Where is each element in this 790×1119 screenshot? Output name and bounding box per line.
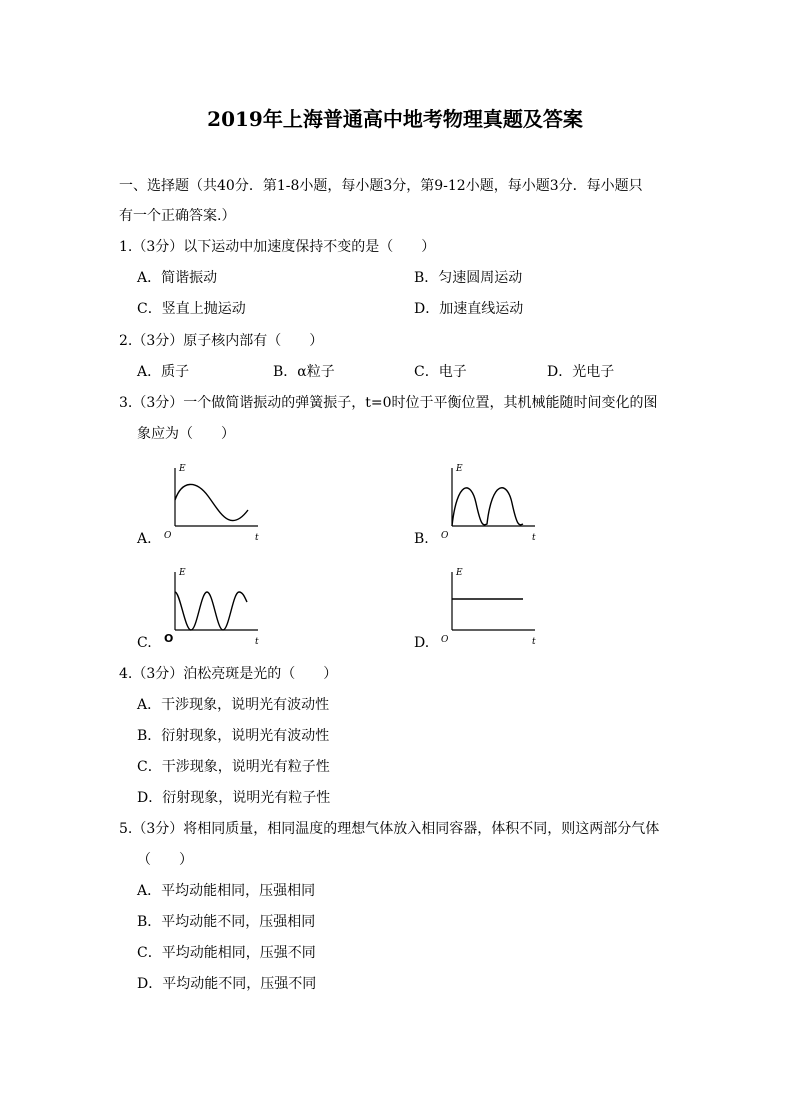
origin-label: O bbox=[164, 632, 174, 645]
origin-label: O bbox=[441, 531, 449, 541]
q1-option-b: B．匀速圆周运动 bbox=[414, 270, 523, 286]
section-header-line1: 一、选择题（共40分．第1-8小题，每小题3分，第9-12小题，每小题3分．每小题只 bbox=[119, 178, 643, 194]
q5-stem-line1: 5.（3分）将相同质量，相同温度的理想气体放入相同容器，体积不同，则这两部分气体 bbox=[119, 821, 660, 837]
q5-option-c: C．平均动能相同，压强不同 bbox=[137, 945, 316, 961]
section-header-line2: 有一个正确答案.） bbox=[119, 208, 236, 224]
q3-option-d-label: D. bbox=[414, 635, 430, 651]
q3-option-c-label: C. bbox=[137, 635, 152, 651]
axis-y-label: E bbox=[456, 464, 463, 474]
q3-graph-c bbox=[160, 562, 270, 648]
q5-option-b: B．平均动能不同，压强相同 bbox=[137, 914, 316, 930]
q3-graph-a bbox=[160, 458, 270, 544]
q4-option-b: B．衍射现象，说明光有波动性 bbox=[137, 728, 330, 744]
axis-x-label: t bbox=[532, 637, 536, 647]
q3-stem-line2: 象应为（ ） bbox=[137, 426, 235, 442]
q1-option-d: D．加速直线运动 bbox=[414, 301, 524, 317]
q1-option-c: C．竖直上抛运动 bbox=[137, 301, 246, 317]
q4-option-d: D．衍射现象，说明光有粒子性 bbox=[137, 790, 331, 806]
q3-option-b-label: B. bbox=[414, 531, 429, 547]
q5-stem-line2: （ ） bbox=[137, 852, 193, 868]
axis-x-label: t bbox=[532, 533, 536, 543]
q3-stem-line1: 3.（3分）一个做简谐振动的弹簧振子，t=0时位于平衡位置，其机械能随时间变化的图 bbox=[119, 395, 658, 411]
axis-y-label: E bbox=[179, 568, 186, 578]
q2-option-b: B．α粒子 bbox=[273, 364, 335, 380]
q2-stem: 2.（3分）原子核内部有（ ） bbox=[119, 333, 324, 349]
q3-graph-b bbox=[437, 458, 547, 544]
q5-option-d: D．平均动能不同，压强不同 bbox=[137, 976, 317, 992]
origin-label: O bbox=[164, 531, 172, 541]
q2-option-c: C．电子 bbox=[414, 364, 467, 380]
q1-stem: 1.（3分）以下运动中加速度保持不变的是（ ） bbox=[119, 239, 436, 255]
origin-label: O bbox=[441, 635, 449, 645]
q2-option-d: D．光电子 bbox=[547, 364, 615, 380]
q4-option-a: A．干涉现象，说明光有波动性 bbox=[137, 697, 330, 713]
axis-y-label: E bbox=[179, 464, 186, 474]
axis-x-label: t bbox=[255, 533, 259, 543]
q5-option-a: A．平均动能相同，压强相同 bbox=[137, 883, 316, 899]
q4-stem: 4.（3分）泊松亮斑是光的（ ） bbox=[119, 666, 338, 682]
q3-graph-d bbox=[437, 562, 547, 648]
q1-option-a: A．简谐振动 bbox=[137, 270, 218, 286]
q3-option-a-label: A. bbox=[137, 531, 152, 547]
q4-option-c: C．干涉现象，说明光有粒子性 bbox=[137, 759, 330, 775]
axis-x-label: t bbox=[255, 637, 259, 647]
axis-y-label: E bbox=[456, 568, 463, 578]
page-title: 2019年上海普通高中地考物理真题及答案 bbox=[207, 107, 583, 131]
q2-option-a: A．质子 bbox=[137, 364, 190, 380]
